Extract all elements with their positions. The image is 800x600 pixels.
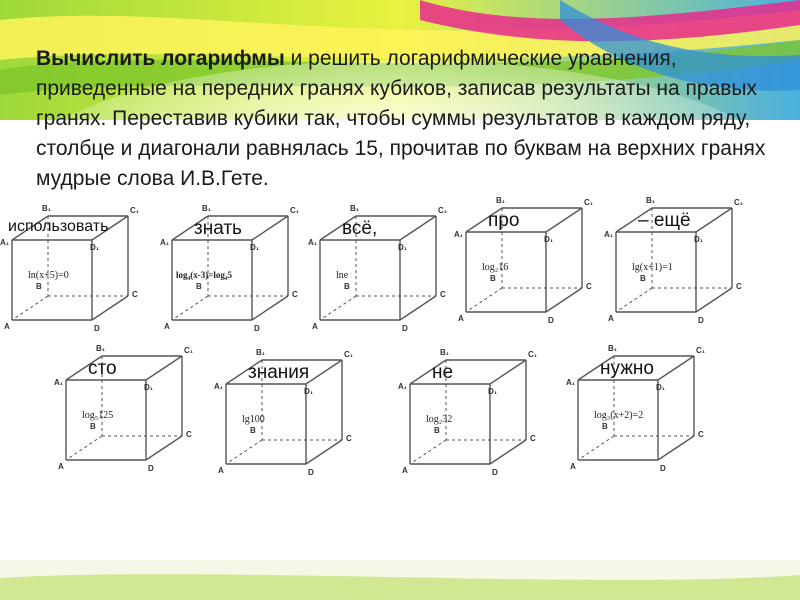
cube-drawing (466, 208, 582, 312)
cube-expression: log₃(x+2)=2 (594, 410, 644, 421)
vertex-label-c1: C₁ (438, 206, 448, 215)
vertex-label-d1: D₁ (544, 235, 554, 244)
cube-drawing (410, 360, 526, 464)
vertex-label-b1: B₁ (202, 204, 212, 213)
vertex-label-b: B (196, 282, 202, 291)
vertex-label-c1: C₁ (696, 346, 706, 355)
vertex-label-c1: C₁ (734, 198, 744, 207)
cube (54, 344, 194, 473)
cube-expression: log₄(x-3)=log₄5 (176, 270, 233, 280)
cube-word: знания (248, 362, 310, 383)
cube-word: сто (88, 358, 117, 379)
cube-word: нужно (600, 358, 654, 379)
vertex-label-c: C (736, 282, 742, 291)
cube-expression: log₂16 (482, 262, 509, 273)
cube (398, 348, 538, 477)
vertex-label-a1: A₁ (0, 238, 10, 247)
vertex-label-d1: D₁ (90, 243, 100, 252)
vertex-label-b: B (344, 282, 350, 291)
vertex-label-a: A (402, 466, 408, 475)
vertex-label-c: C (346, 434, 352, 443)
vertex-label-d: D (402, 324, 408, 333)
vertex-label-c1: C₁ (184, 346, 194, 355)
vertex-label-d1: D₁ (304, 387, 314, 396)
task-bold: Вычислить логарифмы (36, 47, 285, 70)
vertex-label-d1: D₁ (488, 387, 498, 396)
vertex-label-c: C (530, 434, 536, 443)
vertex-label-c1: C₁ (290, 206, 300, 215)
vertex-label-b1: B₁ (440, 348, 450, 357)
cube-word: использовать (8, 218, 109, 235)
vertex-label-c1: C₁ (344, 350, 354, 359)
vertex-label-d: D (492, 468, 498, 477)
vertex-label-d1: D₁ (144, 383, 154, 392)
cube (0, 204, 140, 333)
vertex-label-b: B (490, 274, 496, 283)
vertex-label-c1: C₁ (130, 206, 140, 215)
cube-expression: ln(x+5)=0 (28, 270, 69, 281)
vertex-label-c: C (440, 290, 446, 299)
vertex-label-b1: B₁ (350, 204, 360, 213)
vertex-label-b1: B₁ (496, 196, 506, 205)
vertex-label-a1: A₁ (604, 230, 614, 239)
cube (214, 348, 354, 477)
vertex-label-c: C (132, 290, 138, 299)
vertex-label-b: B (36, 282, 42, 291)
vertex-label-b1: B₁ (96, 344, 106, 353)
vertex-label-b1: B₁ (646, 196, 656, 205)
cube-expression: lg(x+1)=1 (632, 262, 673, 273)
vertex-label-c1: C₁ (528, 350, 538, 359)
vertex-label-d: D (698, 316, 704, 325)
vertex-label-a: A (458, 314, 464, 323)
vertex-label-a: A (570, 462, 576, 471)
vertex-label-b1: B₁ (608, 344, 618, 353)
cube (160, 204, 300, 333)
cube (604, 196, 744, 325)
cube-word: знать (194, 218, 242, 239)
vertex-label-c: C (292, 290, 298, 299)
vertex-label-b: B (250, 426, 256, 435)
cube (454, 196, 594, 325)
vertex-label-d: D (254, 324, 260, 333)
cube-expression: log₅125 (82, 410, 114, 421)
vertex-label-b: B (90, 422, 96, 431)
vertex-label-d1: D₁ (250, 243, 260, 252)
vertex-label-a: A (4, 322, 10, 331)
vertex-label-d1: D₁ (656, 383, 666, 392)
cube-drawing (320, 216, 436, 320)
vertex-label-a: A (608, 314, 614, 323)
vertex-label-a1: A₁ (160, 238, 170, 247)
vertex-label-d1: D₁ (694, 235, 704, 244)
vertex-label-d: D (548, 316, 554, 325)
task-text (36, 44, 786, 194)
cube-expression: log₂32 (426, 414, 453, 425)
vertex-label-a1: A₁ (566, 378, 576, 387)
vertex-label-a1: A₁ (214, 382, 224, 391)
cube-expression: lg100 (242, 414, 265, 425)
cube (566, 344, 706, 473)
vertex-label-b1: B₁ (42, 204, 52, 213)
cube-word: всё, (342, 218, 378, 239)
vertex-label-a: A (58, 462, 64, 471)
cube (308, 204, 448, 333)
vertex-label-a: A (312, 322, 318, 331)
cube-expression: lne (336, 270, 349, 281)
vertex-label-a1: A₁ (454, 230, 464, 239)
vertex-label-c: C (586, 282, 592, 291)
vertex-label-b: B (640, 274, 646, 283)
task-rest: и решить логарифмические уравнения, приведенные на передних гранях кубиков, записав результаты на правых гранях. Переставив кубики так, чтобы суммы результатов в каждом ряду, столбце и диагонали равнялась 15, прочитав по буквам на верхних гранях мудрые слова И.В.Гете. (36, 47, 766, 190)
vertex-label-a1: A₁ (398, 382, 408, 391)
vertex-label-c: C (698, 430, 704, 439)
vertex-label-a: A (218, 466, 224, 475)
vertex-label-b: B (434, 426, 440, 435)
vertex-label-d: D (660, 464, 666, 473)
vertex-label-d: D (148, 464, 154, 473)
cube-drawing (66, 356, 182, 460)
vertex-label-b1: B₁ (256, 348, 266, 357)
vertex-label-a1: A₁ (54, 378, 64, 387)
cube-word: про (488, 210, 520, 231)
vertex-label-b: B (602, 422, 608, 431)
vertex-label-a: A (164, 322, 170, 331)
vertex-label-a1: A₁ (308, 238, 318, 247)
cube-word: – ещё (638, 210, 691, 231)
vertex-label-d: D (94, 324, 100, 333)
cube-word: не (432, 362, 454, 383)
vertex-label-c1: C₁ (584, 198, 594, 207)
vertex-label-c: C (186, 430, 192, 439)
vertex-label-d: D (308, 468, 314, 477)
vertex-label-d1: D₁ (398, 243, 408, 252)
